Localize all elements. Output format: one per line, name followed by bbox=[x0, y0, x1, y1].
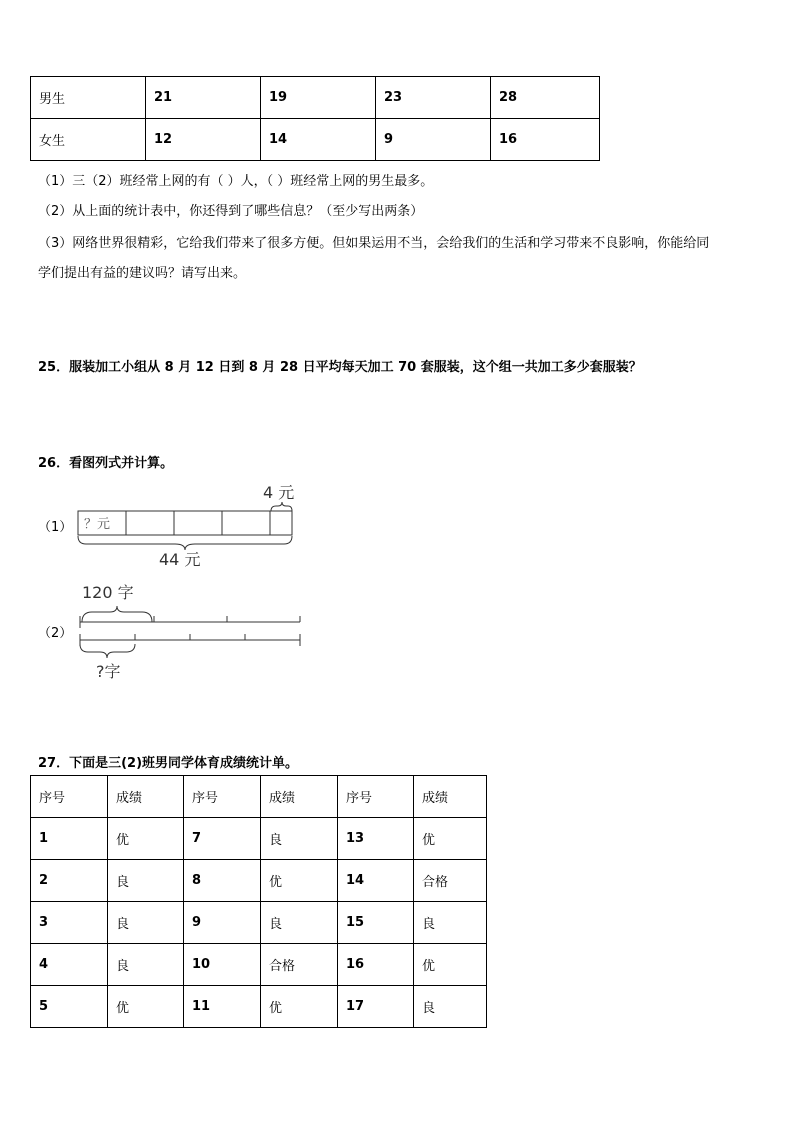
header-cell: 成绩 bbox=[261, 776, 338, 818]
q24-sub3-line1: （3）网络世界很精彩，它给我们带来了很多方便。但如果运用不当，会给我们的生活和学习带来不良影响，你能给同 bbox=[38, 236, 710, 251]
fig1-box-label: ？元 bbox=[84, 517, 111, 532]
table-header-row bbox=[31, 776, 487, 818]
table-cell: 23 bbox=[376, 77, 491, 119]
table-cell: 9 bbox=[184, 902, 261, 944]
table-cell: 3 bbox=[31, 902, 108, 944]
table-cell: 良 bbox=[108, 944, 184, 986]
table-cell: 17 bbox=[338, 986, 414, 1028]
table-cell: 优 bbox=[414, 944, 487, 986]
q26-title: 26．看图列式并计算。 bbox=[38, 456, 174, 471]
q27-title: 27．下面是三(2)班男同学体育成绩统计单。 bbox=[38, 756, 299, 771]
fig1-diagram bbox=[70, 478, 310, 573]
table-cell: 优 bbox=[414, 818, 487, 860]
table-cell: 合格 bbox=[414, 860, 487, 902]
fig1-unit-label: 4 元 bbox=[263, 483, 295, 502]
q24-sub3-line2: 学们提出有益的建议吗？请写出来。 bbox=[38, 266, 247, 281]
q24-sub1: （1）三（2）班经常上网的有（ ）人，（ ）班经常上网的男生最多。 bbox=[38, 174, 434, 189]
table-cell: 11 bbox=[184, 986, 261, 1028]
fig1-box bbox=[126, 511, 174, 535]
table-cell: 21 bbox=[146, 77, 261, 119]
fig2-bottom-label: ?字 bbox=[96, 662, 121, 681]
row-label-girls: 女生 bbox=[31, 119, 146, 161]
header-cell: 序号 bbox=[184, 776, 261, 818]
table-cell: 良 bbox=[108, 902, 184, 944]
header-cell: 序号 bbox=[338, 776, 414, 818]
table-cell: 优 bbox=[108, 818, 184, 860]
table-row bbox=[31, 818, 487, 860]
table-cell: 14 bbox=[338, 860, 414, 902]
table-row bbox=[31, 902, 487, 944]
fig1-label: （1） bbox=[38, 520, 73, 535]
table-cell: 4 bbox=[31, 944, 108, 986]
table-cell: 16 bbox=[338, 944, 414, 986]
fig1-unit-brace bbox=[271, 502, 292, 511]
table-cell: 2 bbox=[31, 860, 108, 902]
table-cell: 19 bbox=[261, 77, 376, 119]
table-cell: 合格 bbox=[261, 944, 338, 986]
table-cell: 9 bbox=[376, 119, 491, 161]
table-cell: 优 bbox=[108, 986, 184, 1028]
fig1-box-unit bbox=[270, 511, 292, 535]
table-cell: 10 bbox=[184, 944, 261, 986]
table-cell: 良 bbox=[261, 902, 338, 944]
pe-grades-table bbox=[30, 775, 487, 1028]
table-cell: 5 bbox=[31, 986, 108, 1028]
fig2-top-brace bbox=[82, 606, 152, 622]
table-cell: 16 bbox=[491, 119, 600, 161]
header-cell: 序号 bbox=[31, 776, 108, 818]
fig1-box bbox=[222, 511, 270, 535]
internet-usage-table bbox=[30, 76, 600, 161]
fig2-bottom-brace bbox=[80, 644, 135, 658]
table-cell: 良 bbox=[108, 860, 184, 902]
table-row bbox=[31, 944, 487, 986]
table-cell: 12 bbox=[146, 119, 261, 161]
fig1-total-brace bbox=[78, 536, 292, 550]
fig2-label: （2） bbox=[38, 626, 73, 641]
q25-text: 25．服装加工小组从 8 月 12 日到 8 月 28 日平均每天加工 70 套服装，这个组一共加工多少套服装？ bbox=[38, 360, 642, 375]
table-cell: 28 bbox=[491, 77, 600, 119]
table-cell: 8 bbox=[184, 860, 261, 902]
table-row bbox=[31, 860, 487, 902]
table-cell: 优 bbox=[261, 860, 338, 902]
table-row bbox=[31, 77, 600, 119]
table-cell: 1 bbox=[31, 818, 108, 860]
table-cell: 7 bbox=[184, 818, 261, 860]
fig2-top-label: 120 字 bbox=[82, 583, 134, 602]
header-cell: 成绩 bbox=[108, 776, 184, 818]
table-cell: 良 bbox=[414, 986, 487, 1028]
table-cell: 15 bbox=[338, 902, 414, 944]
row-label-boys: 男生 bbox=[31, 77, 146, 119]
fig1-total-label: 44 元 bbox=[159, 550, 201, 569]
table-cell: 良 bbox=[414, 902, 487, 944]
fig2-diagram bbox=[70, 578, 310, 683]
table-cell: 优 bbox=[261, 986, 338, 1028]
header-cell: 成绩 bbox=[414, 776, 487, 818]
table-cell: 13 bbox=[338, 818, 414, 860]
table-cell: 14 bbox=[261, 119, 376, 161]
table-cell: 良 bbox=[261, 818, 338, 860]
table-row bbox=[31, 119, 600, 161]
q24-sub2: （2）从上面的统计表中，你还得到了哪些信息？（至少写出两条） bbox=[38, 204, 424, 219]
table-row bbox=[31, 986, 487, 1028]
fig1-box bbox=[174, 511, 222, 535]
